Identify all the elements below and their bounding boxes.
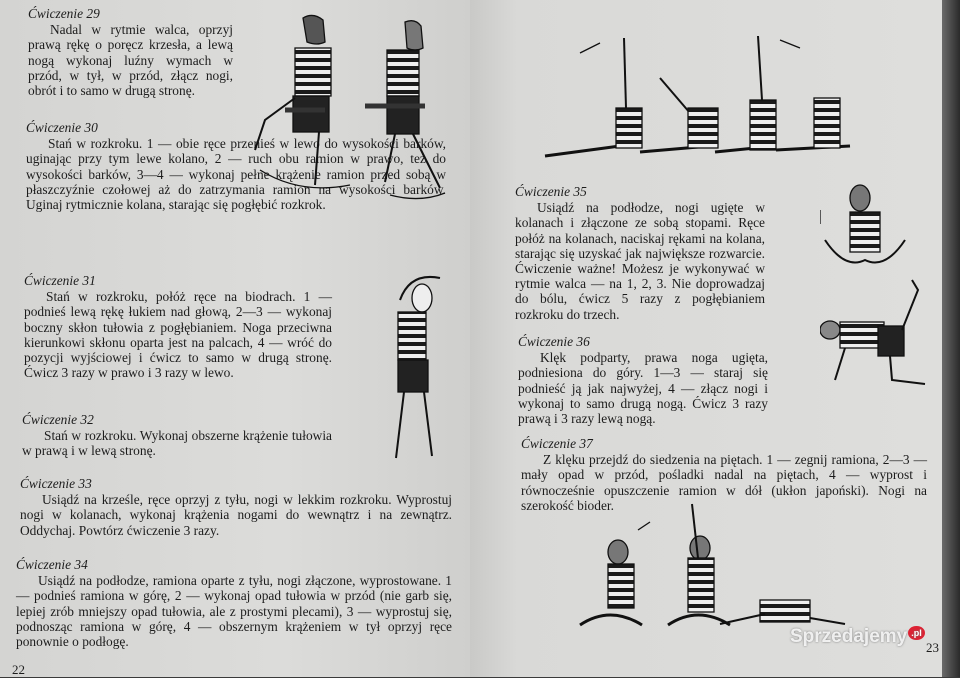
exercise-29-illustration [245,10,460,205]
exercise-text: Usiądź na podłodze, ramiona oparte z tyłu, nogi złączone, wyprostowane. 1 — podnieś ramiona w górę, 2 — wykonaj opad tułowia w przód (nie garb się, lepiej zrób mniejszy opad tułowia, ale z prostymi plecami), 3 — wyprostuj się, podnosząc ramiona w górę, 4 — obszernym krążeniem w tył oprzyj ręce ponownie o podłogę. [16,573,452,650]
watermark [790,626,925,648]
exercise-31-illustration [380,270,450,470]
exercise-text: Stań w rozkroku, połóż ręce na biodrach. 1 — podnieś lewą rękę łukiem nad głową, 2—3 — wykonaj boczny skłon tułowia z pogłębianiem. Noga przeciwna kierunkowi skłonu oparta jest na palcach, 4 — wróć do pozycji wyjściowej i ćwicz to samo w drugą stronę. Ćwicz 3 razy w prawo i 3 razy w lewo. [24,289,332,381]
right-page [470,0,942,677]
exercise-text: Z klęku przejdź do siedzenia na piętach. 1 — zegnij ramiona, 2—3 — mały opad w przód, pośladki nadal na piętach, 4 — wyprost i równocześnie opuszczenie ramion w dół (ukłon japoński). Nogi na szerokość bioder. [521,452,927,513]
watermark-text: Sprzedajemy [790,626,908,647]
exercise-35 [515,184,765,322]
exercise-title: Ćwiczenie 35 [515,184,587,199]
exercise-title: Ćwiczenie 37 [521,436,593,451]
exercise-33 [20,476,452,538]
exercise-text: Nadal w rytmie walca, oprzyj prawą rękę o poręcz krzesła, a lewą nogą wykonaj luźny wymach w przód, w tył, w przód, złącz nogi, obrót i to samo w drugą stronę. [28,22,233,99]
exercise-title: Ćwiczenie 29 [28,6,100,21]
exercise-29 [28,6,233,98]
exercise-title: Ćwiczenie 36 [518,334,590,349]
exercise-37-illustration-sequence [570,500,850,640]
exercise-text: Stań w rozkroku. 1 — obie ręce przenieś w lewo do wysokości barków, uginając przy tym lewe kolano, 2 — ruch obu ramion w prawo, też do wysokości barków, 3—4 — wykonaj pełne krążenie ramion przed sobą w płaszczyźnie czołowej aż do zatrzymania ramion na wysokości barków. Uginaj rytmicznie kolana, starając się pogłębić rozkrok. [26,136,446,213]
book-edge [942,0,960,677]
watermark-suffix: .pl [908,626,925,640]
exercise-text: Stań w rozkroku. Wykonaj obszerne krążenie tułowia w prawą i w lewą stronę. [22,428,332,459]
exercise-title: Ćwiczenie 30 [26,120,98,135]
exercise-text: Usiądź na krześle, ręce oprzyj z tyłu, nogi w lekkim rozkroku. Wyprostuj nogi w kolanach, wykonaj krążenia nogami do wewnątrz i na zewnątrz. Oddychaj. Powtórz ćwiczenie 3 razy. [20,492,452,538]
exercise-31 [24,273,332,380]
exercise-title: Ćwiczenie 31 [24,273,96,288]
exercise-title: Ćwiczenie 34 [16,557,88,572]
exercise-text: Klęk podparty, prawa noga ugięta, podniesiona do góry. 1—3 — staraj się podnieść ją jak najwyżej, 4 — złącz nogi i wykonaj to samo drugą nogą. Ćwicz 3 razy prawą i 3 razy lewą nogą. [518,350,768,427]
page-number: 22 [12,662,25,677]
exercise-title: Ćwiczenie 32 [22,412,94,427]
exercise-34 [16,557,452,649]
left-page [0,0,470,677]
exercise-34-illustration-sequence [540,28,930,168]
exercise-36 [518,334,768,426]
exercise-35-36-illustrations [820,180,930,400]
exercise-32 [22,412,332,459]
exercise-title: Ćwiczenie 33 [20,476,92,491]
exercise-text: Usiądź na podłodze, nogi ugięte w kolanach i złączone ze sobą stopami. Ręce połóż na kolanach, naciskaj rękami na kolana, starając się uzyskać jak największe rozwarcie. Ćwiczenie ważne! Możesz je wykonywać w rytmie walca — na 1, 2, 3. Nie doprowadzaj do bólu, ćwicz 5 razy z pogłębianiem rozkroku do trzech. [515,200,765,322]
page-number: 23 [926,640,939,655]
